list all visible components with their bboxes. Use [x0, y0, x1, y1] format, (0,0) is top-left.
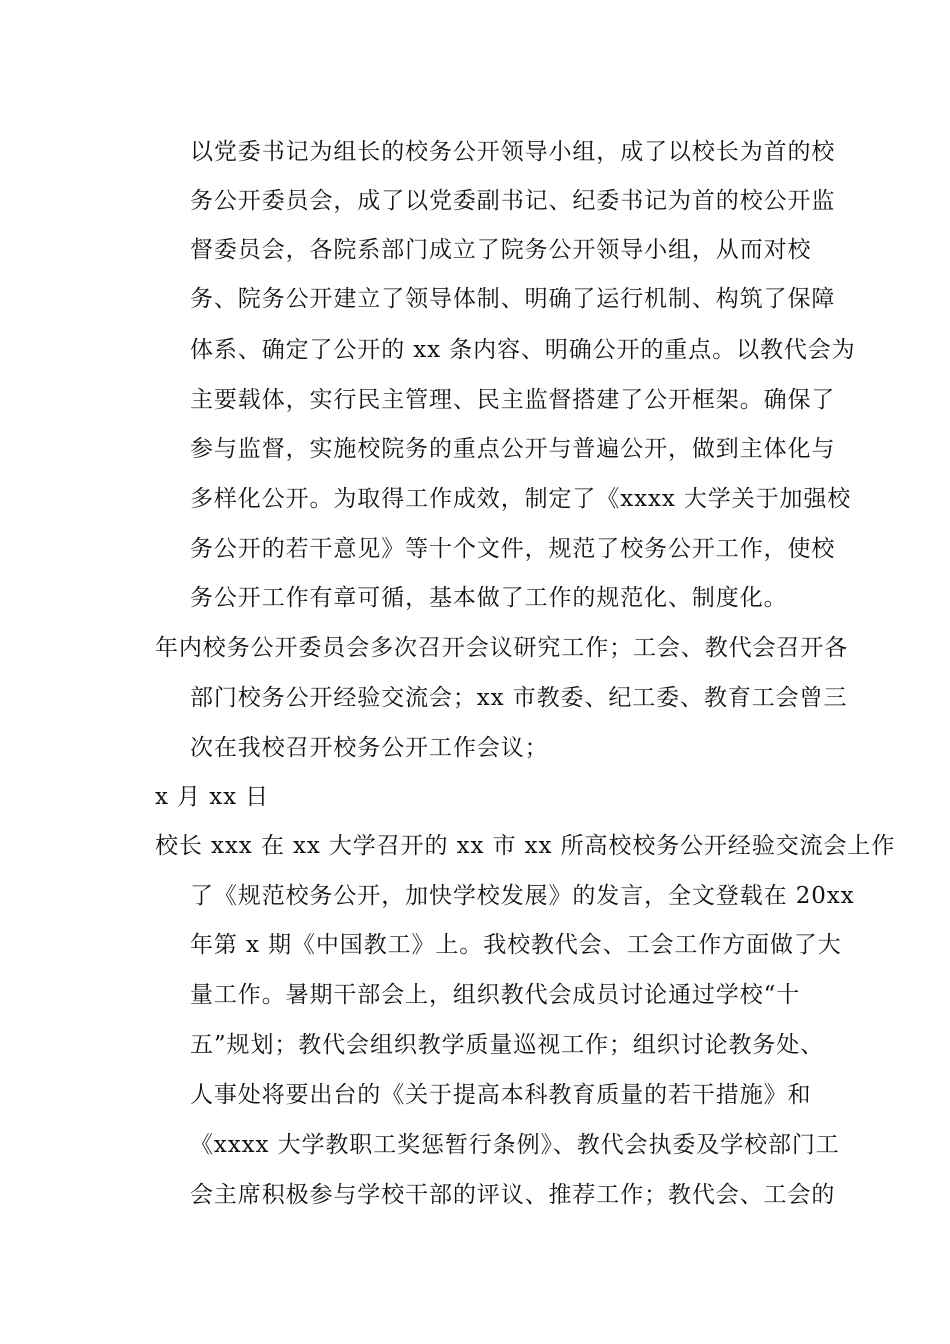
- text-line: 年第 x 期《中国教工》上。我校教代会、工会工作方面做了大: [190, 932, 842, 958]
- text-line: 校长 xxx 在 xx 大学召开的 xx 市 xx 所高校校务公开经验交流会上作: [155, 833, 896, 859]
- text-line: 五”规划；教代会组织教学质量巡视工作；组织讨论教务处、: [190, 1032, 825, 1058]
- text-line: 会主席积极参与学校干部的评议、推荐工作；教代会、工会的: [190, 1182, 836, 1208]
- text-line: 年内校务公开委员会多次召开会议研究工作；工会、教代会召开各: [155, 635, 849, 661]
- text-line: 体系、确定了公开的 xx 条内容、明确公开的重点。以教代会为: [190, 337, 856, 363]
- text-line: 主要载体，实行民主管理、民主监督搭建了公开框架。确保了: [190, 387, 836, 413]
- text-line: 次在我校召开校务公开工作会议；: [190, 735, 549, 761]
- text-line: 务公开委员会，成了以党委副书记、纪委书记为首的校公开监: [190, 188, 836, 214]
- text-line: 量工作。暑期干部会上，组织教代会成员讨论通过学校“十: [190, 982, 801, 1008]
- text-line: 《xxxx 大学教职工奖惩暂行条例》、教代会执委及学校部门工: [190, 1132, 840, 1158]
- text-line: 督委员会，各院系部门成立了院务公开领导小组，从而对校: [190, 237, 812, 263]
- text-line: 务公开工作有章可循，基本做了工作的规范化、制度化。: [190, 585, 788, 611]
- text-line: 部门校务公开经验交流会；xx 市教委、纪工委、教育工会曾三: [190, 685, 848, 711]
- text-line: 了《规范校务公开，加快学校发展》的发言，全文登载在 20xx: [190, 883, 855, 909]
- text-line: 参与监督，实施校院务的重点公开与普遍公开，做到主体化与: [190, 436, 836, 462]
- text-line: 以党委书记为组长的校务公开领导小组，成了以校长为首的校: [190, 139, 836, 165]
- text-line: 务公开的若干意见》等十个文件，规范了校务公开工作，使校: [190, 536, 836, 562]
- text-line: 务、院务公开建立了领导体制、明确了运行机制、构筑了保障: [190, 286, 836, 312]
- text-line: 人事处将要出台的《关于提高本科教育质量的若干措施》和: [190, 1082, 812, 1108]
- text-line: x 月 xx 日: [155, 784, 270, 810]
- text-line: 多样化公开。为取得工作成效，制定了《xxxx 大学关于加强校: [190, 486, 852, 512]
